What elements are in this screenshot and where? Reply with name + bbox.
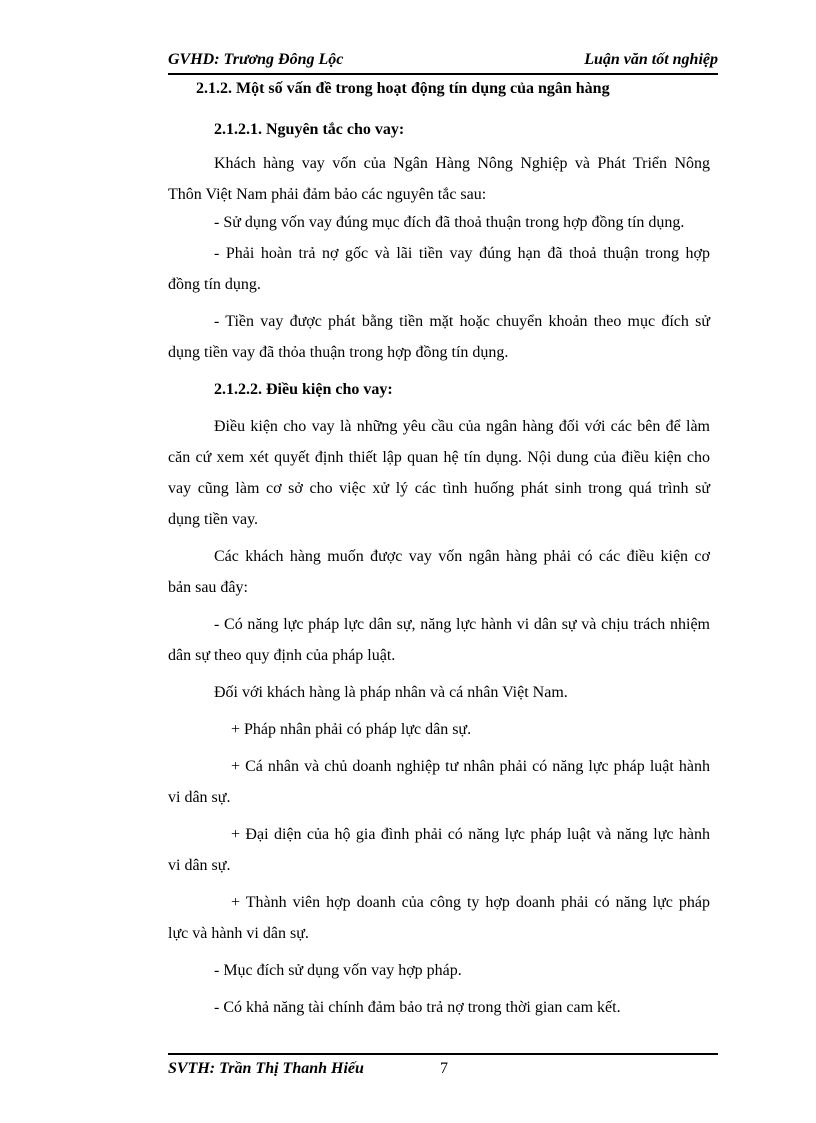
bullet-line: - Mục đích sử dụng vốn vay hợp pháp.	[214, 962, 462, 979]
paragraph-line: bản sau đây:	[168, 579, 248, 596]
bullet-line: đồng tín dụng.	[168, 276, 261, 293]
sub-item-line: lực và hành vi dân sự.	[168, 925, 309, 942]
bullet-line: - Tiền vay được phát bằng tiền mặt hoặc chuyển khoản theo mục đích sử	[214, 313, 710, 330]
header-doc-type: Luận văn tốt nghiệp	[584, 51, 718, 68]
subsection-title-lending-principles: 2.1.2.1. Nguyên tắc cho vay:	[214, 121, 405, 138]
header-advisor: GVHD: Trương Đông Lộc	[168, 51, 344, 68]
bullet-line: - Có khả năng tài chính đảm bảo trả nợ trong thời gian cam kết.	[214, 999, 621, 1016]
bullet-line: - Có năng lực pháp lực dân sự, năng lực hành vi dân sự và chịu trách nhiệm	[214, 616, 710, 633]
sub-item-line: + Cá nhân và chủ doanh nghiệp tư nhân phải có năng lực pháp luật hành	[231, 758, 710, 775]
sub-item-line: + Đại diện của hộ gia đình phải có năng lực pháp luật và năng lực hành	[231, 826, 710, 843]
footer-student: SVTH: Trần Thị Thanh Hiếu	[168, 1060, 364, 1077]
page-footer	[168, 1053, 718, 1077]
sub-item-line: + Pháp nhân phải có pháp lực dân sự.	[231, 721, 472, 738]
sub-item-line: vi dân sự.	[168, 789, 231, 806]
paragraph-line: căn cứ xem xét quyết định thiết lập quan hệ tín dụng. Nội dung của điều kiện cho	[168, 449, 710, 466]
paragraph-line: vay cũng làm cơ sở cho việc xử lý các tình huống phát sinh trong quá trình sử	[168, 480, 710, 497]
paragraph-line: Điều kiện cho vay là những yêu cầu của ngân hàng đối với các bên để làm	[214, 418, 710, 435]
page-header	[168, 47, 718, 75]
paragraph-line: Đối với khách hàng là pháp nhân và cá nhân Việt Nam.	[214, 684, 568, 701]
bullet-line: - Sử dụng vốn vay đúng mục đích đã thoả thuận trong hợp đồng tín dụng.	[214, 214, 685, 231]
page-number: 7	[440, 1060, 448, 1077]
paragraph-line: Các khách hàng muốn được vay vốn ngân hàng phải có các điều kiện cơ	[214, 548, 710, 565]
paragraph-line: Khách hàng vay vốn của Ngân Hàng Nông Nghiệp và Phát Triển Nông	[214, 155, 710, 172]
bullet-line: dụng tiền vay đã thỏa thuận trong hợp đồng tín dụng.	[168, 344, 509, 361]
bullet-line: dân sự theo quy định của pháp luật.	[168, 647, 396, 664]
subsection-title-lending-conditions: 2.1.2.2. Điều kiện cho vay:	[214, 381, 393, 398]
paragraph-line: dụng tiền vay.	[168, 511, 259, 528]
sub-item-line: + Thành viên hợp doanh của công ty hợp doanh phải có năng lực pháp	[231, 894, 710, 911]
paragraph-line: Thôn Việt Nam phải đảm bảo các nguyên tắc sau:	[168, 186, 487, 203]
sub-item-line: vi dân sự.	[168, 857, 231, 874]
bullet-line: - Phải hoàn trả nợ gốc và lãi tiền vay đúng hạn đã thoả thuận trong hợp	[214, 245, 710, 262]
section-title: 2.1.2. Một số vấn đề trong hoạt động tín dụng của ngân hàng	[196, 80, 610, 97]
